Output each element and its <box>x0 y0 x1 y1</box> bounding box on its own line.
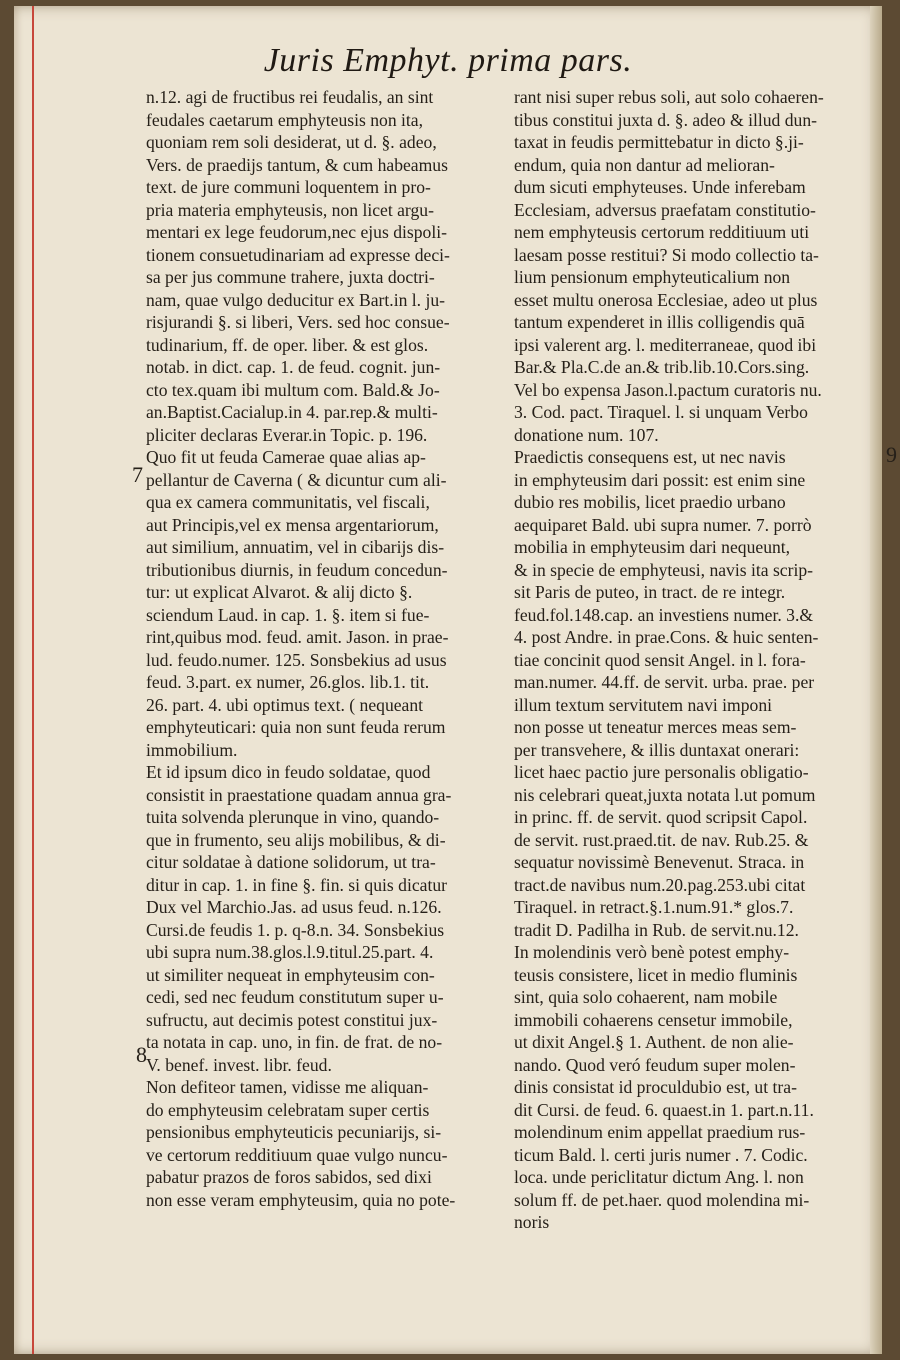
text-line: immobilium. <box>146 739 238 760</box>
text-line: ipsi valerent arg. l. mediterraneae, quod ibi <box>514 334 817 355</box>
text-line: aut similium, annuatim, vel in cibarijs dis- <box>146 537 445 557</box>
text-line: tur: ut explicat Alvarot. & alij dicto §. <box>146 582 413 602</box>
text-line: aut Principis,vel ex mensa argentariorum, <box>146 514 439 535</box>
text-line: de servit. rust.praed.tit. de nav. Rub.25. & <box>514 829 809 850</box>
red-margin-line <box>32 6 34 1354</box>
text-line: pabatur prazos de foros sabidos, sed dixi <box>146 1167 432 1187</box>
text-line: feud.fol.148.cap. an investiens numer. 3.& <box>514 604 814 625</box>
text-line: nis celebrari queat,juxta notata l.ut pomum <box>514 784 816 805</box>
margin-number-7: 7 <box>132 462 143 487</box>
text-line: rint,quibus mod. feud. amit. Jason. in prae- <box>146 627 449 647</box>
text-line: illum textum servitutem navi imponi <box>514 694 773 715</box>
text-line: cedi, sed nec feudum constitutum super u- <box>146 987 444 1007</box>
text-line: laesam posse restitui? Si modo collectio ta- <box>514 244 819 265</box>
text-line: Ecclesiam, adversus praefatam constitutio- <box>514 199 816 220</box>
left-column <box>146 86 498 1211</box>
text-line: & in specie de emphyteusi, navis ita scrip- <box>514 559 814 580</box>
text-line: Quo fit ut feuda Camerae quae alias ap- <box>146 447 426 467</box>
book-page <box>14 6 897 1354</box>
text-line: feud. 3.part. ex numer, 26.glos. lib.1. tit. <box>146 672 430 692</box>
text-line: text. de jure communi loquentem in pro- <box>146 177 431 197</box>
text-line: dinis consistat id proculdubio est, ut tra- <box>514 1077 797 1097</box>
text-line: loca. unde periclitatur dictum Ang. l. non <box>514 1167 804 1187</box>
text-line: nem emphyteusis certorum redditiuum uti <box>514 222 810 242</box>
text-line: Dux vel Marchio.Jas. ad usus feud. n.126. <box>146 897 442 917</box>
text-line: sequatur novissimè Benevenut. Straca. in <box>514 852 805 872</box>
text-line: feudales caetarum emphyteusis non ita, <box>146 109 424 130</box>
text-line: teusis consistere, licet in medio fluminis <box>514 964 798 985</box>
text-line: sufructu, aut decimis potest constitui jux- <box>146 1009 438 1030</box>
text-line: notab. in dict. cap. 1. de feud. cognit. jun- <box>146 357 441 377</box>
text-line: tionem consuetudinariam ad expresse deci- <box>146 244 450 265</box>
text-line: Et id ipsum dico in feudo soldatae, quod <box>146 762 431 782</box>
text-line: Vel bo expensa Jason.l.pactum curatoris nu. <box>514 379 822 400</box>
text-line: in emphyteusim dari possit: est enim sine <box>514 469 806 490</box>
text-line: mobilia in emphyteusim dari nequeunt, <box>514 537 791 557</box>
text-line: do emphyteusim celebratam super certis <box>146 1099 430 1120</box>
text-line: tiae concinit quod sensit Angel. in l. fora- <box>514 649 806 670</box>
text-line: dum sicuti emphyteuses. Unde inferebam <box>514 177 806 197</box>
text-line: ubi supra num.38.glos.l.9.titul.25.part. 4. <box>146 942 434 962</box>
text-line: 4. post Andre. in prae.Cons. & huic senten- <box>514 627 819 647</box>
text-line: lud. feudo.numer. 125. Sonsbekius ad usus <box>146 649 447 670</box>
text-line: risjurandi §. si liberi, Vers. sed hoc consue- <box>146 312 450 332</box>
text-line: endum, quia non dantur ad melioran- <box>514 154 775 175</box>
text-line: ticum Bald. l. certi juris numer . 7. Codic. <box>514 1144 808 1165</box>
text-line: pensionibus emphyteuticis pecuniarijs, si- <box>146 1122 442 1142</box>
text-line: quoniam rem soli desiderat, ut d. §. adeo, <box>146 132 437 152</box>
text-line: sciendum Laud. in cap. 1. §. item si fue- <box>146 604 430 625</box>
text-line: immobili cohaerens censetur immobile, <box>514 1009 793 1030</box>
text-line: consistit in praestatione quadam annua gra- <box>146 784 452 805</box>
text-line: taxat in feudis permittebatur in dicto §.ji- <box>514 132 804 152</box>
text-line: man.numer. 44.ff. de servit. urba. prae. per <box>514 672 815 692</box>
text-line: qua ex camera communitatis, vel fiscali, <box>146 492 430 512</box>
text-line: Praedictis consequens est, ut nec navis <box>514 447 786 467</box>
text-line: nando. Quod veró feudum super molen- <box>514 1054 796 1075</box>
text-line: molendinum enim appellat praedium rus- <box>514 1122 806 1142</box>
running-header: Juris Emphyt. prima pars. <box>263 42 633 79</box>
text-line: tradit D. Padilha in Rub. de servit.nu.12. <box>514 919 799 940</box>
right-column <box>514 86 876 1234</box>
margin-number-8: 8 <box>136 1042 147 1067</box>
text-line: per transvehere, & illis duntaxat onerari: <box>514 739 800 760</box>
text-line: 26. part. 4. ubi optimus text. ( nequeant <box>146 694 424 715</box>
text-line: Cursi.de feudis 1. p. q-8.n. 34. Sonsbekius <box>146 919 445 940</box>
text-line: noris <box>514 1212 550 1232</box>
text-line: V. benef. invest. libr. feud. <box>146 1054 332 1075</box>
text-line: licet haec pactio jure personalis obligatio- <box>514 762 809 782</box>
text-line: ut dixit Angel.§ 1. Authent. de non alie- <box>514 1032 794 1052</box>
text-line: aequiparet Bald. ubi supra numer. 7. porrò <box>514 514 812 535</box>
text-line: ta notata in cap. uno, in fin. de frat. de no- <box>146 1032 443 1052</box>
text-line: non esse veram emphyteusim, quia no pote- <box>146 1189 456 1210</box>
text-line: ut similiter nequeat in emphyteusim con- <box>146 964 435 985</box>
text-line: pellantur de Caverna ( & dicuntur cum ali- <box>146 469 447 490</box>
text-line: tantum expenderet in illis colligendis quā <box>514 312 805 332</box>
text-line: rant nisi super rebus soli, aut solo cohaeren- <box>514 87 824 107</box>
text-line: 3. Cod. pact. Tiraquel. l. si unquam Verbo <box>514 402 808 422</box>
text-line: ve certorum redditiuum quae vulgo nuncu- <box>146 1144 448 1165</box>
text-line: dit Cursi. de feud. 6. quaest.in 1. part.n.11. <box>514 1099 814 1120</box>
text-line: pliciter declaras Everar.in Topic. p. 196. <box>146 424 428 445</box>
text-line: sa per jus commune trahere, juxta doctri- <box>146 267 435 287</box>
text-line: ditur in cap. 1. in fine §. fin. si quis dicatur <box>146 874 447 895</box>
text-line: solum ff. de pet.haer. quod molendina mi- <box>514 1189 810 1210</box>
text-line: Non defiteor tamen, vidisse me aliquan- <box>146 1077 429 1097</box>
text-line: Tiraquel. in retract.§.1.num.91.* glos.7. <box>514 897 794 917</box>
text-line: sint, quia solo cohaerent, nam mobile <box>514 987 778 1007</box>
text-line: lium pensionum emphyteuticalium non <box>514 267 791 287</box>
text-line: In molendinis verò benè potest emphy- <box>514 942 790 962</box>
text-line: non posse ut teneatur merces meas sem- <box>514 717 797 737</box>
text-line: pria materia emphyteusis, non licet argu- <box>146 199 434 220</box>
text-line: citur soldatae à datione solidorum, ut tra- <box>146 852 436 872</box>
text-line: sit Paris de puteo, in tract. de re integr. <box>514 582 786 602</box>
text-line: an.Baptist.Cacialup.in 4. par.rep.& multi- <box>146 402 438 422</box>
text-line: tuita solvenda plerunque in vino, quando- <box>146 807 440 827</box>
text-line: tibus constitui juxta d. §. adeo & illud dun- <box>514 109 817 130</box>
text-line: nam, quae vulgo deducitur ex Bart.in l. ju- <box>146 289 446 310</box>
text-line: tributionibus diurnis, in feudum concedun- <box>146 559 448 580</box>
margin-number-9: 9 <box>886 442 897 467</box>
text-line: in princ. ff. de servit. quod scripsit Capol. <box>514 807 808 827</box>
text-line: Vers. de praedijs tantum, & cum habeamus <box>146 154 448 175</box>
text-line: esset multu onerosa Ecclesiae, adeo ut plus <box>514 289 818 310</box>
text-line: mentari ex lege feudorum,nec ejus dispoli- <box>146 222 447 242</box>
text-line: dubio res mobilis, licet praedio urbano <box>514 492 786 512</box>
text-line: n.12. agi de fructibus rei feudalis, an sint <box>146 87 434 107</box>
text-line: que in frumento, seu alijs mobilibus, & di- <box>146 829 446 850</box>
text-line: emphyteuticari: quia non sunt feuda rerum <box>146 717 446 737</box>
text-line: tudinarium, ff. de oper. liber. & est glos. <box>146 334 429 355</box>
text-line: cto tex.quam ibi multum com. Bald.& Jo- <box>146 379 440 400</box>
text-line: Bar.& Pla.C.de an.& trib.lib.10.Cors.sing. <box>514 357 810 377</box>
text-line: tract.de navibus num.20.pag.253.ubi citat <box>514 874 806 895</box>
text-line: donatione num. 107. <box>514 424 659 445</box>
